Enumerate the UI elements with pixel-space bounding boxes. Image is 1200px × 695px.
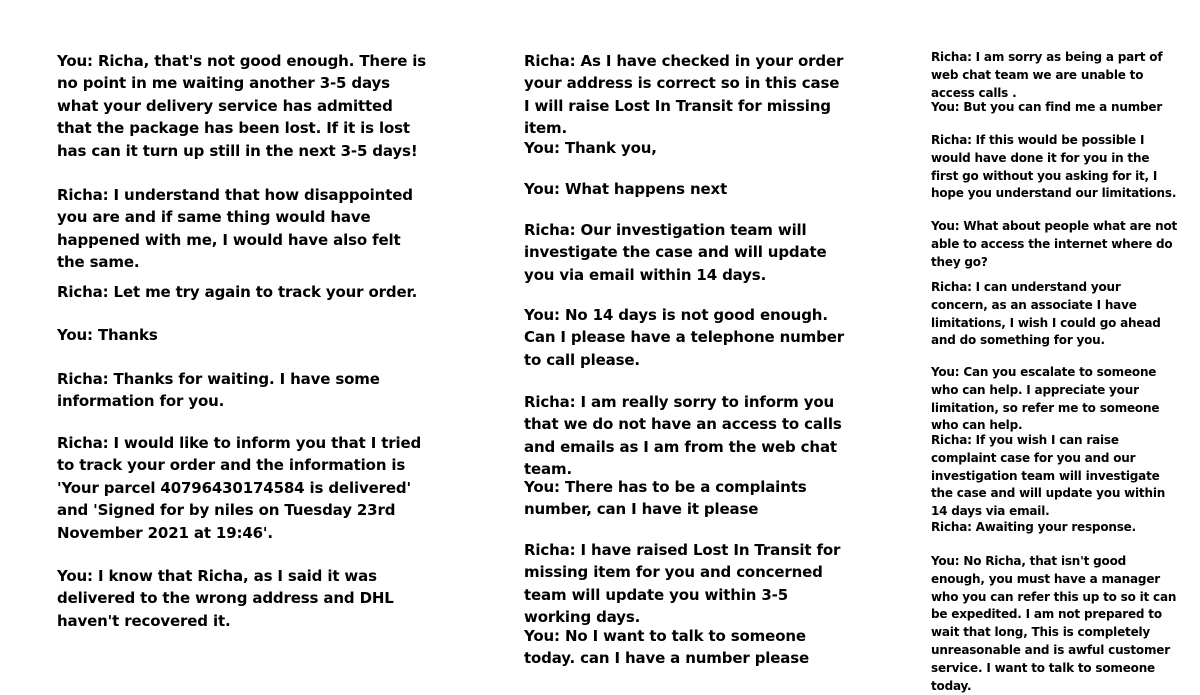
- chat-message: You: No I want to talk to someone today. can I have a number please: [524, 627, 810, 668]
- chat-message: You: Can you escalate to someone who can help. I appreciate your limitation, so refer me to someone who can help.: [931, 365, 1160, 433]
- chat-message: You: I know that Richa, as I said it was delivered to the wrong address and DHL haven't recovered it.: [57, 567, 394, 630]
- chat-message: You: What about people what are not able to access the internet where do they go?: [931, 219, 1178, 269]
- chat-message: Richa: I can understand your concern, as an associate I have limitations, I wish I could go ahead and do something for you.: [931, 280, 1161, 348]
- chat-message: Richa: Our investigation team will investigate the case and will update you via email within 14 days.: [524, 221, 827, 284]
- chat-message: Richa: If you wish I can raise complaint case for you and our investigation team will investigate the case and will update you within 14 days via email.: [931, 433, 1166, 519]
- chat-message: You: But you can find me a number: [931, 100, 1163, 114]
- chat-message: You: Thank you,: [524, 139, 657, 157]
- chat-message: You: There has to be a complaints number, can I have it please: [524, 478, 807, 519]
- chat-message: Richa: Thanks for waiting. I have some information for you.: [57, 370, 380, 411]
- chat-message: You: No 14 days is not good enough. Can I please have a telephone number to call please.: [524, 306, 845, 369]
- chat-message: Richa: I am really sorry to inform you that we do not have an access to calls and emails as I am from the web chat team.: [524, 393, 842, 479]
- chat-message: You: What happens next: [524, 180, 728, 198]
- chat-message: Richa: I understand that how disappointed you are and if same thing would have happened with me, I would have also felt the same.: [57, 186, 413, 272]
- chat-message: Richa: I am sorry as being a part of web chat team we are unable to access calls .: [931, 50, 1163, 100]
- chat-message: Richa: As I have checked in your order your address is correct so in this case I will raise Lost In Transit for missing item.: [524, 52, 844, 138]
- chat-message: You: Thanks: [57, 326, 158, 344]
- chat-message: You: No Richa, that isn't good enough, you must have a manager who you can refer this up to so it can be expedited. I am not prepared to wait that long, This is completely unreasonable and is awful customer service. I want to talk to someone today.: [931, 554, 1177, 693]
- chat-message: Richa: I would like to inform you that I tried to track your order and the information is 'Your parcel 40796430174584 is delivered' and 'Signed for by niles on Tuesday 23rd November 2021 at 19:46'.: [57, 434, 422, 542]
- chat-message: Richa: Let me try again to track your order.: [57, 283, 418, 301]
- chat-message: Richa: If this would be possible I would have done it for you in the first go without you asking for it, I hope you understand our limitations.: [931, 133, 1177, 201]
- chat-message: Richa: Awaiting your response.: [931, 520, 1136, 534]
- chat-message: You: Richa, that's not good enough. There is no point in me waiting another 3-5 days what your delivery service has admitted that the package has been lost. If it is lost has can it turn up still in the next 3-5 days!: [57, 52, 427, 160]
- chat-message: Richa: I have raised Lost In Transit for missing item for you and concerned team will update you within 3-5 working days.: [524, 541, 841, 627]
